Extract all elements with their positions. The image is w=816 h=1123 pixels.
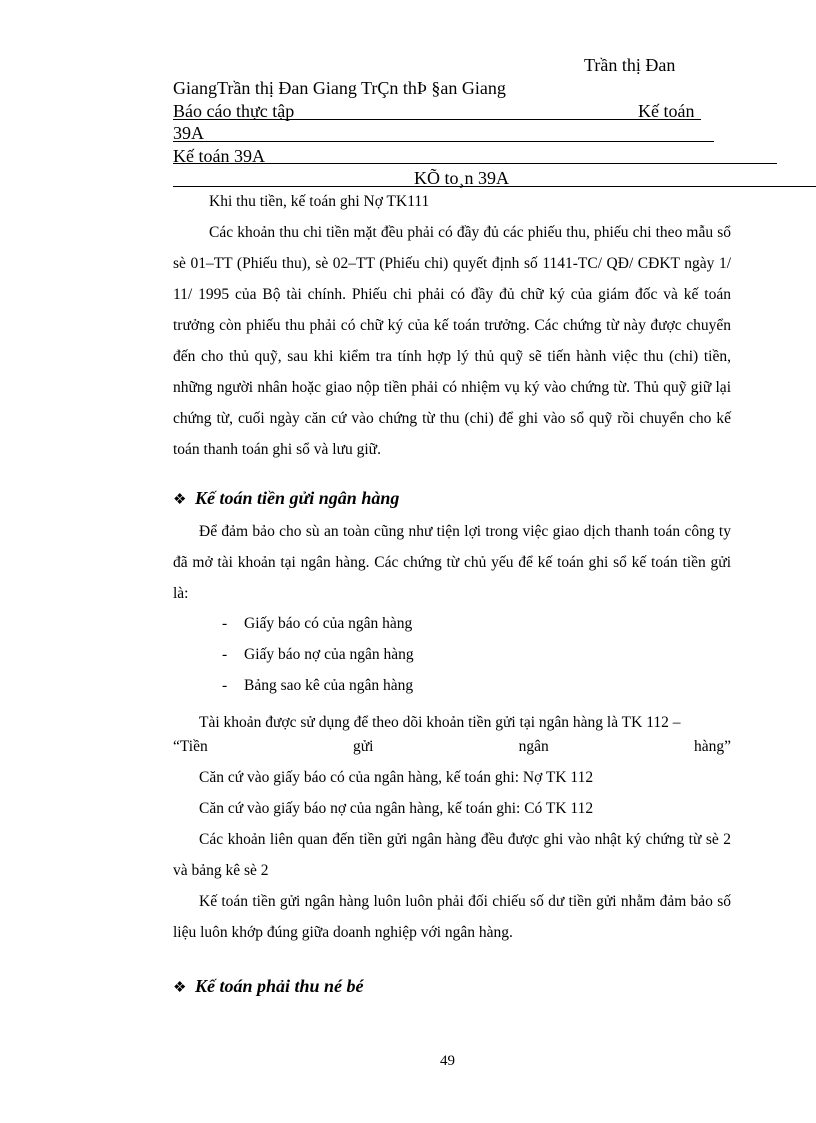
list-item-text: Bảng sao kê của ngân hàng bbox=[244, 677, 414, 694]
heading-internal-receivables bbox=[173, 976, 364, 997]
account-word: hàng” bbox=[693, 738, 731, 755]
paragraph-cash-receipt: Khi thu tiền, kế toán ghi Nợ TK111 bbox=[209, 193, 430, 210]
account-word: gửi bbox=[352, 738, 374, 755]
paragraph-debit-note: Căn cứ vào giấy báo nợ của ngân hàng, kế toán ghi: Có TK 112 bbox=[199, 800, 594, 817]
paragraph-credit-note: Căn cứ vào giấy báo có của ngân hàng, kế toán ghi: Nợ TK 112 bbox=[199, 769, 594, 786]
paragraph-journal: Các khoản liên quan đến tiền gửi ngân hàng đều được ghi vào nhật ký chứng từ sè 2 và bảng kê sè 2 bbox=[173, 831, 731, 879]
heading-internal-receivables-text: Kế toán phải thu né bé bbox=[195, 976, 364, 996]
paragraph-reconcile: Kế toán tiền gửi ngân hàng luôn luôn phải đối chiếu số dư tiền gửi nhằm đảm bảo số liệu luôn khớp đúng giữa doanh nghiệp với ngân hàng. bbox=[173, 893, 731, 941]
diamond-bullet-icon: ❖ bbox=[173, 492, 187, 508]
dash-bullet-icon: - bbox=[222, 646, 228, 663]
dash-bullet-icon: - bbox=[222, 677, 228, 694]
header-rule-1 bbox=[173, 119, 701, 120]
list-item bbox=[222, 615, 412, 633]
paragraph-cash-vouchers: Các khoản thu chi tiền mặt đều phải có đầy đủ các phiếu thu, phiếu chi theo mẫu sổ sè 01–TT (Phiếu thu), sè 02–TT (Phiếu chi) quyết định số 1141-TC/ QĐ/ CĐKT ngày 1/ 11/ 1995 của Bộ tài chính. Phiếu chi phải có đầy đủ chữ ký của giám đốc và kế toán trưởng còn phiếu thu phải có chữ ký của kế toán trưởng. Các chứng từ này được chuyển đến cho thủ quỹ, sau khi kiểm tra tính hợp lý thủ quỹ sẽ tiến hành việc thu (chi) tiền, những người nhân hoặc giao nộp tiền phải có nhiệm vụ ký vào chứng từ. Thủ quỹ giữ lại chứng từ, cuối ngày căn cứ vào chứng từ thu (chi) để ghi vào sổ quỹ rồi chuyển cho kế toán thanh toán ghi sổ và lưu giữ. bbox=[173, 224, 731, 458]
account-word: ngân bbox=[518, 738, 549, 755]
paragraph-account-used: Tài khoản được sử dụng để theo dõi khoản tiền gửi tại ngân hàng là TK 112 – bbox=[199, 714, 681, 731]
body-section-2 bbox=[173, 516, 731, 609]
header-class: 39A bbox=[173, 123, 204, 143]
header-rule-2 bbox=[173, 141, 714, 142]
header-class-full: Kế toán 39A bbox=[173, 146, 265, 166]
heading-bank-deposits bbox=[173, 488, 399, 509]
page-number: 49 bbox=[440, 1053, 455, 1069]
body-section-1 bbox=[173, 186, 731, 465]
body-section-4 bbox=[173, 762, 731, 948]
header-rule-3 bbox=[173, 163, 777, 164]
heading-bank-deposits-text: Kế toán tiền gửi ngân hàng bbox=[195, 488, 400, 508]
account-word: “Tiền bbox=[173, 738, 208, 755]
header-author-line: Trần thị Đan bbox=[584, 55, 676, 75]
diamond-bullet-icon: ❖ bbox=[173, 980, 187, 996]
list-item bbox=[222, 646, 414, 664]
dash-bullet-icon: - bbox=[222, 615, 228, 632]
body-section-3 bbox=[173, 707, 731, 738]
list-item-text: Giấy báo có của ngân hàng bbox=[244, 615, 413, 632]
header-report-title: Báo cáo thực tập bbox=[173, 101, 295, 121]
header-encoded-class: KÕ to¸n 39A bbox=[414, 168, 509, 188]
list-item-text: Giấy báo nợ của ngân hàng bbox=[244, 646, 414, 663]
list-item bbox=[222, 677, 413, 695]
header-department: Kế toán bbox=[638, 101, 695, 121]
paragraph-bank-intro: Để đảm bảo cho sù an toàn cũng như tiện lợi trong việc giao dịch thanh toán công ty đã mở tài khoản tại ngân hàng. Các chứng từ chủ yếu để kế toán ghi sổ kế toán tiền gửi là: bbox=[173, 523, 731, 602]
header-author-repeat: GiangTrần thị Đan Giang TrÇn thÞ §an Giang bbox=[173, 78, 506, 98]
paragraph-account-name bbox=[173, 738, 731, 756]
